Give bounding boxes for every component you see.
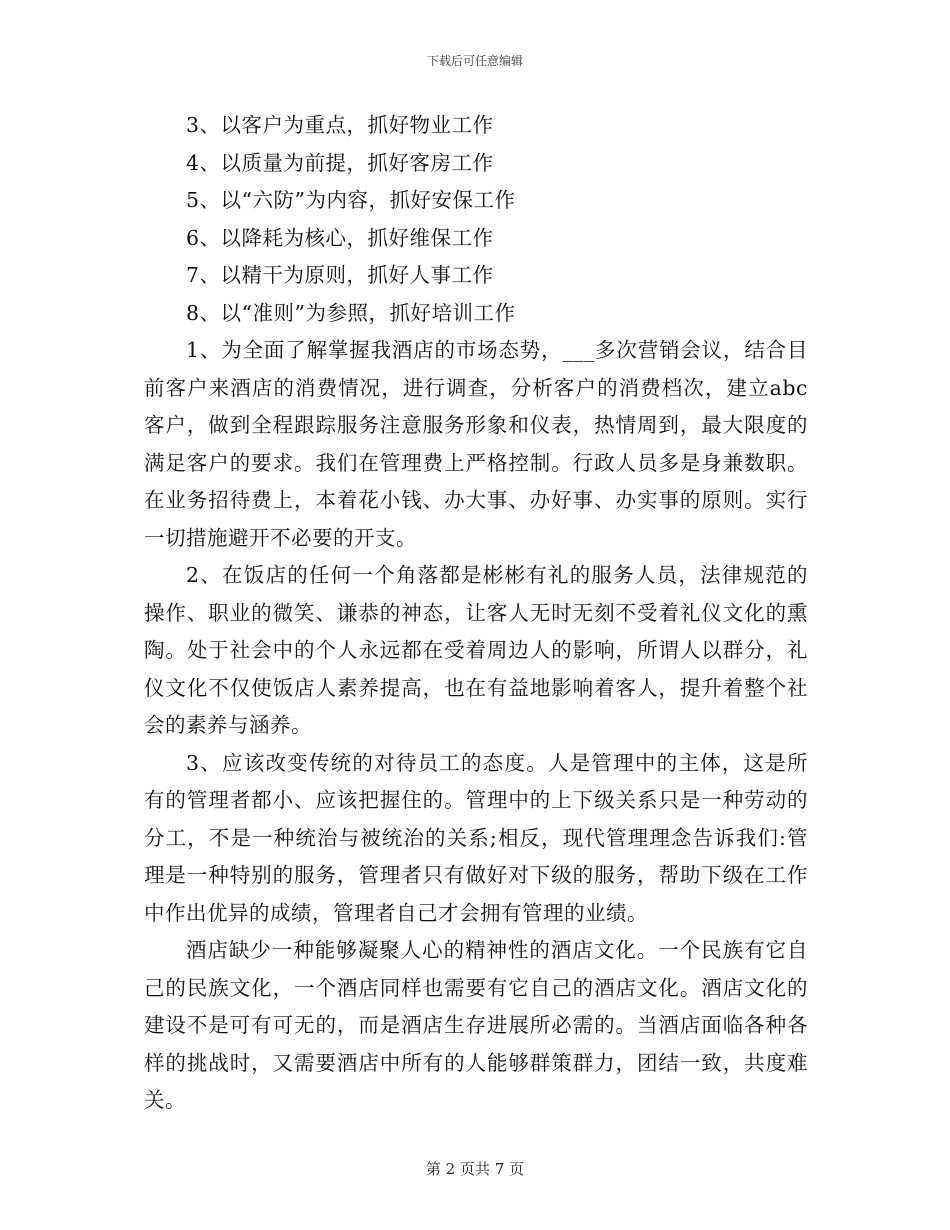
list-item: 4、以质量为前提，抓好客房工作 (186, 150, 494, 175)
list-item: 3、以客户为重点，抓好物业工作 (186, 113, 494, 137)
list-item: 8、以“准则”为参照，抓好培训工作 (186, 300, 516, 325)
page-footer: 第 2 页共 7 页 (425, 1160, 525, 1178)
paragraph-etiquette: 2、在饭店的任何一个角落都是彬彬有礼的服务人员，法律规范的操作、职业的微笑、谦恭的神态，让客人无时无刻不受着礼仪文化的熏陶。处于社会中的个人永远都在受着周边人的影响，所谓人以群分，礼仪文化不仅使饭店人素养提高，也在有益地影响着客人，提升着整个社会的素养与涵养。 (144, 563, 808, 737)
paragraph-culture: 酒店缺少一种能够凝聚人心的精神性的酒店文化。一个民族有它自己的民族文化，一个酒店同样也需要有它自己的酒店文化。酒店文化的建设不是可有可无的，而是酒店生存进展所必需的。当酒店面临各种各样的挑战时，又需要酒店中所有的人能够群策群力，团结一致，共度难关。 (144, 938, 808, 1112)
list-item: 5、以“六防”为内容，抓好安保工作 (186, 188, 516, 212)
list-item: 7、以精干为原则，抓好人事工作 (186, 263, 494, 287)
paragraph-marketing: 1、为全面了解掌握我酒店的市场态势，___多次营销会议，结合目前客户来酒店的消费情况，进行调查，分析客户的消费档次，建立abc客户，做到全程跟踪服务注意服务形象和仪表，热情周到，最大限度的满足客户的要求。我们在管理费上严格控制。行政人员多是身兼数职。在业务招待费上，本着花小钱、办大事、办好事、办实事的原则。实行一切措施避开不必要的开支。 (144, 338, 808, 550)
page-header: 下载后可任意编辑 (426, 54, 523, 68)
list-item: 6、以降耗为核心，抓好维保工作 (186, 225, 494, 250)
document-body (144, 107, 808, 1120)
paragraph-management: 3、应该改变传统的对待员工的态度。人是管理中的主体，这是所有的管理者都小、应该把握住的。管理中的上下级关系只是一种劳动的分工，不是一种统治与被统治的关系;相反，现代管理理念告诉我们:管理是一种特别的服务，管理者只有做好对下级的服务，帮助下级在工作中作出优异的成绩，管理者自己才会拥有管理的业绩。 (144, 750, 808, 925)
